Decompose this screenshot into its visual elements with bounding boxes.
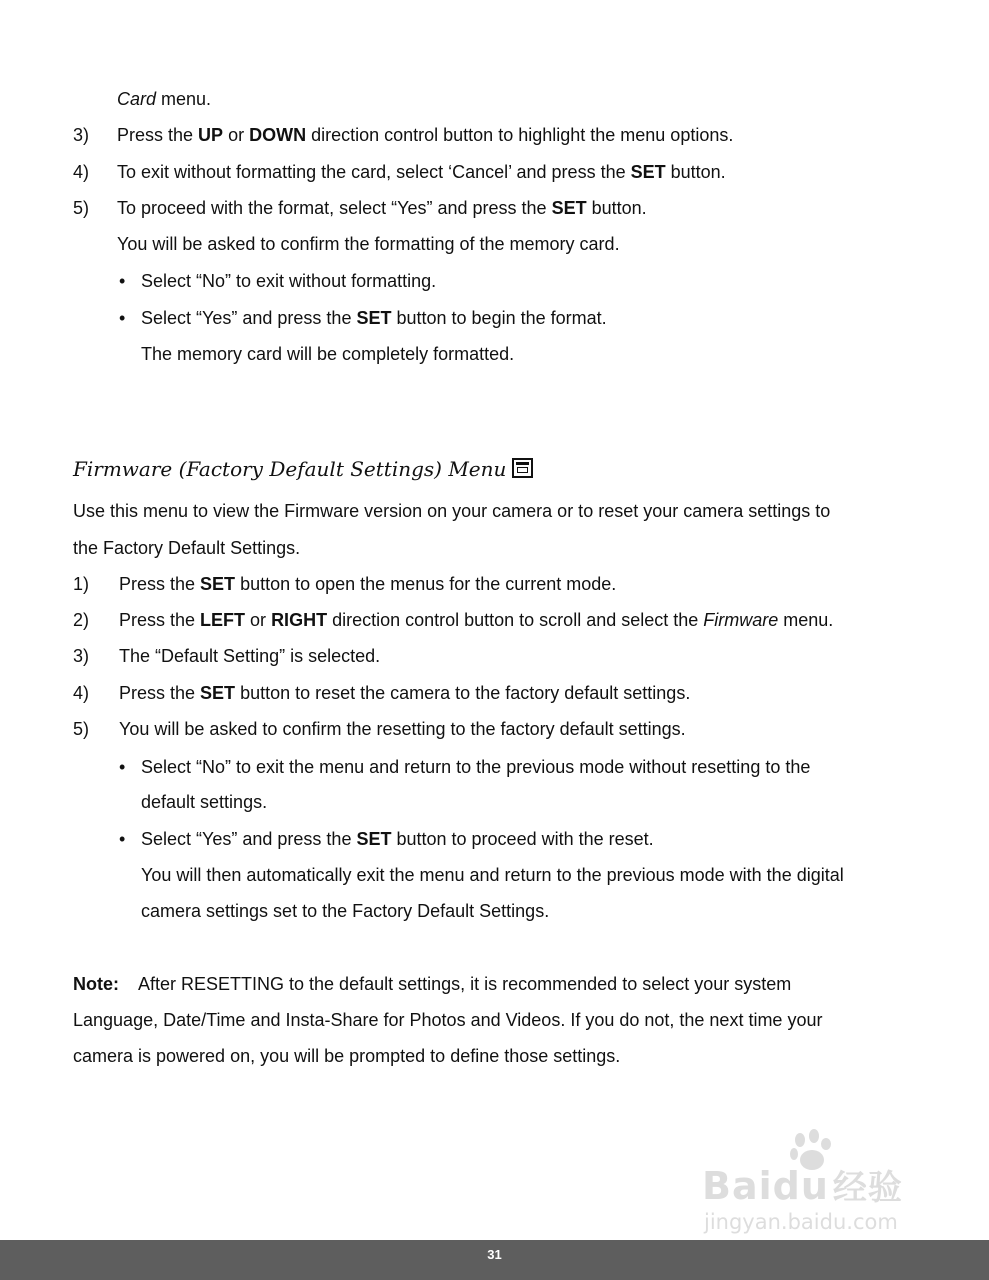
bold-term: SET xyxy=(630,162,666,182)
step-number: 3) xyxy=(73,646,90,666)
note-label: Note: xyxy=(73,974,119,994)
text-run: direction control button to highlight the menu options. xyxy=(306,125,734,145)
bullet-dot: • xyxy=(119,271,126,291)
step-text xyxy=(117,197,647,219)
baidu-watermark xyxy=(700,1128,940,1238)
bold-term: SET xyxy=(356,308,392,328)
step-number: 5) xyxy=(73,198,90,218)
firmware-menu-icon xyxy=(512,458,533,478)
text-run: button to proceed with the reset. xyxy=(391,829,654,849)
text-run: button to open the menus for the current mode. xyxy=(235,574,617,594)
text-run: menu. xyxy=(778,610,834,630)
text-run: Select “Yes” and press the xyxy=(141,308,357,328)
bullet-text xyxy=(141,307,607,329)
text-run: The “Default Setting” is selected. xyxy=(119,646,381,666)
step-text xyxy=(119,682,690,704)
watermark-logo-right: du xyxy=(772,1164,829,1208)
bold-term: SET xyxy=(200,683,236,703)
bullet-dot: • xyxy=(119,757,126,777)
note-text-1: After RESETTING to the default settings, it is recommended to select your system xyxy=(138,974,792,994)
text-run: Select “No” to exit without formatting. xyxy=(141,271,437,291)
text-run: Press the xyxy=(119,574,201,594)
firmware-heading-text: Firmware (Factory Default Settings) Menu xyxy=(73,457,507,481)
format-confirm-text: You will be asked to confirm the formatting of the memory card. xyxy=(117,234,620,254)
step-number: 4) xyxy=(73,683,90,703)
bullet-dot: • xyxy=(119,308,126,328)
firmware-bullet-no-line-2: default settings. xyxy=(141,792,268,812)
bullet-text xyxy=(141,270,436,292)
text-run: Press the xyxy=(119,683,201,703)
firmware-bullet-yes xyxy=(141,828,654,850)
text-run: or xyxy=(245,610,272,630)
text-run: Press the xyxy=(119,610,201,630)
text-run: To exit without formatting the card, select ‘Cancel’ and press the xyxy=(117,162,631,182)
bold-term: LEFT xyxy=(200,610,246,630)
format-completed-text: The memory card will be completely formatted. xyxy=(141,344,515,364)
format-card-continuation xyxy=(117,88,211,110)
step-text xyxy=(119,645,380,667)
text-run: button to reset the camera to the factory default settings. xyxy=(235,683,691,703)
text-run: Press the xyxy=(117,125,199,145)
bold-term: SET xyxy=(356,829,392,849)
step-number: 4) xyxy=(73,162,90,182)
card-italic: Card xyxy=(117,89,157,109)
bold-term: DOWN xyxy=(249,125,307,145)
bold-term: RIGHT xyxy=(271,610,328,630)
text-run: button to begin the format. xyxy=(391,308,607,328)
firmware-intro-line-2: the Factory Default Settings. xyxy=(73,538,301,558)
bold-term: SET xyxy=(200,574,236,594)
watermark-logo-cn: 经验 xyxy=(832,1168,903,1208)
note-line-2: Language, Date/Time and Insta-Share for Photos and Videos. If you do not, the next time your xyxy=(73,1010,823,1030)
note-line-3: camera is powered on, you will be prompted to define those settings. xyxy=(73,1046,621,1066)
text-run: To proceed with the format, select “Yes” and press the xyxy=(117,198,552,218)
note-line-1 xyxy=(73,973,791,995)
watermark-logo-left: Bai xyxy=(702,1164,773,1208)
italic-term: Firmware xyxy=(703,610,779,630)
watermark-logo xyxy=(702,1160,903,1209)
firmware-intro-line-1: Use this menu to view the Firmware version on your camera or to reset your camera settings to xyxy=(73,501,831,521)
text-run: button. xyxy=(665,162,726,182)
page-number: 31 xyxy=(487,1247,502,1262)
firmware-heading xyxy=(73,456,533,482)
step-number: 2) xyxy=(73,610,90,630)
step-text xyxy=(119,609,833,631)
card-menu-text: menu. xyxy=(156,89,212,109)
text-run: You will be asked to confirm the resetting to the factory default settings. xyxy=(119,719,686,739)
firmware-after-line-1: You will then automatically exit the menu and return to the previous mode with the digital xyxy=(141,865,844,885)
step-text xyxy=(117,124,733,146)
firmware-after-line-2: camera settings set to the Factory Default Settings. xyxy=(141,901,550,921)
text-run: or xyxy=(223,125,250,145)
text-run: direction control button to scroll and select the xyxy=(327,610,704,630)
text-run: button. xyxy=(586,198,647,218)
watermark-url: jingyan.baidu.com xyxy=(704,1210,898,1234)
step-text xyxy=(119,573,616,595)
step-number: 3) xyxy=(73,125,90,145)
bold-term: SET xyxy=(551,198,587,218)
bold-term: UP xyxy=(198,125,224,145)
firmware-bullet-no-line-1: Select “No” to exit the menu and return to the previous mode without resetting to the xyxy=(141,757,811,777)
step-number: 1) xyxy=(73,574,90,594)
step-text xyxy=(119,718,686,740)
step-text xyxy=(117,161,726,183)
bullet-dot: • xyxy=(119,829,126,849)
step-number: 5) xyxy=(73,719,90,739)
text-run: Select “Yes” and press the xyxy=(141,829,357,849)
